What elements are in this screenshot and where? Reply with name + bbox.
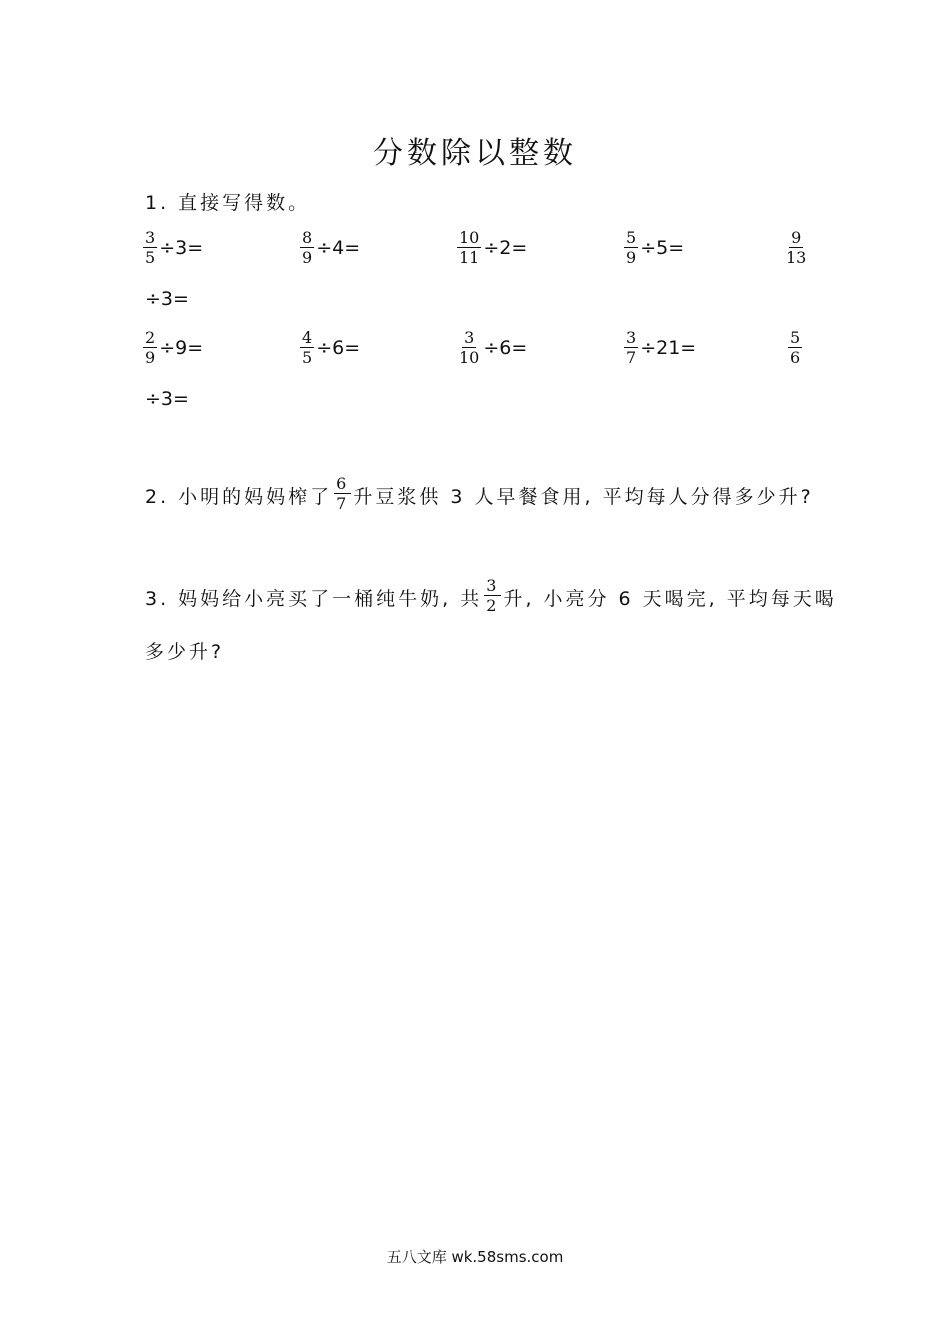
fraction: $\frac{3}{2}$ bbox=[486, 576, 500, 615]
question-2: 2. 小明的妈妈榨了 $\frac{6}{7}$ 升豆浆供 3 人早餐食用, 平均每人分得多少升? bbox=[145, 474, 814, 513]
page-title: 分数除以整数 bbox=[373, 136, 577, 171]
question-3-line-2: 多少升? bbox=[145, 641, 225, 663]
exercise-2-5 bbox=[786, 328, 804, 367]
exercise-1-5-wrap: ÷3= bbox=[145, 288, 189, 310]
exercise-1-1: $\frac{3}{5}$ ÷3= bbox=[145, 228, 204, 267]
exercise-2-4: $\frac{3}{7}$ ÷21= bbox=[626, 328, 697, 367]
fraction: $\frac{10}{11}$ bbox=[459, 228, 480, 267]
exercise-2-1: $\frac{2}{9}$ ÷9= bbox=[145, 328, 204, 367]
exercise-1-2: $\frac{8}{9}$ ÷4= bbox=[302, 228, 361, 267]
fraction: $\frac{3}{5}$ bbox=[145, 228, 156, 267]
exercise-1-4: $\frac{5}{9}$ ÷5= bbox=[626, 228, 685, 267]
exercise-1-5 bbox=[782, 228, 810, 267]
fraction: $\frac{6}{7}$ bbox=[336, 474, 350, 513]
exercise-2-3: $\frac{3}{10}$ ÷6= bbox=[459, 328, 528, 367]
question-1-label: 1. 直接写得数。 bbox=[145, 192, 311, 214]
fraction: $\frac{3}{7}$ bbox=[626, 328, 637, 367]
fraction: $\frac{4}{5}$ bbox=[302, 328, 313, 367]
fraction: $\frac{8}{9}$ bbox=[302, 228, 313, 267]
fraction: $\frac{9}{13}$ bbox=[786, 228, 807, 267]
fraction: $\frac{3}{10}$ bbox=[459, 328, 480, 367]
footer-watermark: 五八文库 wk.58sms.com bbox=[386, 1248, 564, 1266]
exercise-2-5-wrap: ÷3= bbox=[145, 388, 189, 410]
fraction: $\frac{2}{9}$ bbox=[145, 328, 156, 367]
exercise-1-3: $\frac{10}{11}$ ÷2= bbox=[459, 228, 528, 267]
exercise-2-2: $\frac{4}{5}$ ÷6= bbox=[302, 328, 361, 367]
fraction: $\frac{5}{6}$ bbox=[790, 328, 801, 367]
fraction: $\frac{5}{9}$ bbox=[626, 228, 637, 267]
question-3: 3. 妈妈给小亮买了一桶纯牛奶, 共 $\frac{3}{2}$ 升, 小亮分 6 天喝完, 平均每天喝 bbox=[145, 576, 837, 615]
